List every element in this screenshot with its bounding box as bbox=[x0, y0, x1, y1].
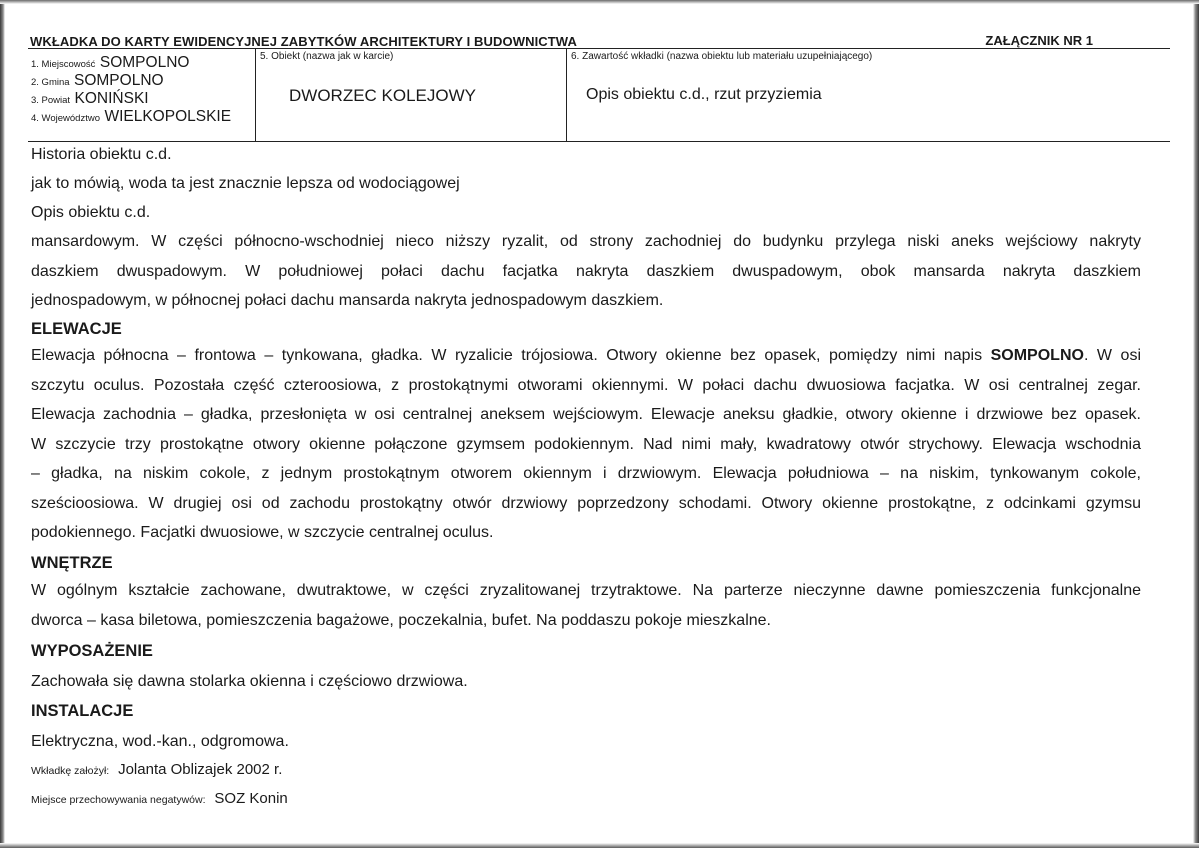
scan-border-top bbox=[0, 0, 1199, 4]
author-label: Wkładkę założył: bbox=[31, 765, 110, 777]
voivodeship-row bbox=[31, 109, 231, 125]
voivodeship-value: WIELKOPOLSKIE bbox=[104, 108, 232, 125]
description-line: jednospadowym, w północnej połaci dachu mansarda nakryta jednospadowym daszkiem. bbox=[31, 292, 664, 309]
author-value: Jolanta Oblizajek 2002 r. bbox=[118, 761, 283, 778]
county-label: 3. Powiat bbox=[31, 95, 71, 106]
contents-cell bbox=[566, 49, 1170, 141]
elevations-heading: ELEWACJE bbox=[31, 320, 122, 338]
interior-line: dworca – kasa biletowa, pomieszczenia bagażowe, poczekalnia, bufet. Na poddaszu pokoje mieszkalne. bbox=[31, 611, 771, 629]
elevations-line: Elewacja zachodnia – gładka, przesłonięta w osi centralnej aneksem wejściowym. Elewacje aneksu gładkie, otwory okienne i drzwiowe bez opasek. bbox=[31, 406, 1141, 423]
elevations-line bbox=[31, 341, 1141, 371]
scan-border-right bbox=[1193, 0, 1199, 848]
object-cell bbox=[255, 49, 566, 141]
description-paragraph bbox=[31, 227, 1141, 316]
interior-heading: WNĘTRZE bbox=[31, 554, 113, 572]
scan-border-bottom bbox=[0, 843, 1199, 848]
elevations-line: – gładka, na niskim cokole, z jednym prostokątnym otworem okiennym i drzwiowym. Elewacja południowa – na niskim, tynkowanym cokole, bbox=[31, 465, 1141, 482]
county-value: KONIŃSKI bbox=[74, 90, 149, 107]
interior-paragraph bbox=[31, 576, 1141, 635]
description-line: daszkiem dwuspadowym. W południowej połaci dachu facjatka nakryta daszkiem dwuspadowym, obok mansarda nakryta daszkiem bbox=[31, 262, 1141, 280]
location-cell bbox=[28, 49, 255, 141]
contents-value: Opis obiektu c.d., rzut przyziemia bbox=[586, 86, 822, 103]
elevations-line: podokiennego. Facjatki dwuosiowe, w szczycie centralnej oculus. bbox=[31, 524, 494, 541]
history-line: jak to mówią, woda ta jest znacznie lepsza od wodociągowej bbox=[31, 175, 460, 192]
description-line: mansardowym. W części północno-wschodniej nieco niższy ryzalit, od strony zachodniej do budynku przylega niski aneks wejściowy nakryty bbox=[31, 233, 1141, 250]
elevations-line: W szczycie trzy prostokątne otwory okienne połączone gzymsem podokiennym. Nad nimi mały, kwadratowy otwór strychowy. Elewacja wschodnia bbox=[31, 435, 1141, 453]
storage-row bbox=[31, 790, 288, 808]
storage-label: Miejsce przechowywania negatywów: bbox=[31, 794, 206, 806]
contents-label: 6. Zawartość wkładki (nazwa obiektu lub materiału uzupełniającego) bbox=[571, 51, 873, 62]
installations-heading: INSTALACJE bbox=[31, 702, 134, 720]
voivodeship-label: 4. Województwo bbox=[31, 113, 100, 124]
form-title: WKŁADKA DO KARTY EWIDENCYJNEJ ZABYTKÓW ARCHITEKTURY I BUDOWNICTWA bbox=[30, 34, 577, 49]
furnishing-heading: WYPOSAŻENIE bbox=[31, 642, 153, 660]
elevations-line-start: Elewacja północna – frontowa – tynkowana, gładka. W ryzalicie trójosiowa. Otwory okienne bez opasek, pomiędzy nimi napis bbox=[31, 347, 991, 364]
sompolno-inscription: SOMPOLNO bbox=[990, 347, 1084, 364]
object-value: DWORZEC KOLEJOWY bbox=[289, 86, 477, 105]
annex-number: ZAŁĄCZNIK NR 1 bbox=[985, 33, 1093, 48]
commune-row bbox=[31, 73, 164, 89]
history-heading: Historia obiektu c.d. bbox=[31, 146, 172, 163]
place-label: 1. Miejscowość bbox=[31, 59, 96, 70]
scan-border-left bbox=[0, 0, 5, 848]
form-header-table bbox=[28, 48, 1170, 142]
furnishing-line: Zachowała się dawna stolarka okienna i częściowo drzwiowa. bbox=[31, 673, 468, 690]
author-row bbox=[31, 761, 282, 779]
elevations-line: szczytu oculus. Pozostała część czteroosiowa, z prostokątnymi otworami okiennymi. W połaci dachu dwuosiowa facjatka. W osi centralnej zegar. bbox=[31, 376, 1141, 394]
place-row bbox=[31, 55, 189, 71]
interior-line: W ogólnym kształcie zachowane, dwutraktowe, w części zryzalitowanej trzytraktowe. Na parterze nieczynne dawne pomieszczenia funkcjonalne bbox=[31, 582, 1141, 599]
commune-label: 2. Gmina bbox=[31, 77, 70, 88]
place-value: SOMPOLNO bbox=[99, 54, 190, 71]
description-heading: Opis obiektu c.d. bbox=[31, 204, 151, 221]
commune-value: SOMPOLNO bbox=[74, 72, 164, 89]
elevations-line-end: . W osi bbox=[1083, 347, 1142, 364]
storage-value: SOZ Konin bbox=[214, 790, 288, 807]
object-label: 5. Obiekt (nazwa jak w karcie) bbox=[260, 51, 394, 62]
elevations-line: sześcioosiowa. W drugiej osi od zachodu prostokątny otwór drzwiowy poprzedzony schodami. Otwory okienne prostokątne, z odcinkami gzymsu bbox=[31, 494, 1141, 512]
elevations-paragraph bbox=[31, 341, 1141, 548]
county-row bbox=[31, 91, 149, 107]
installations-line: Elektryczna, wod.-kan., odgromowa. bbox=[31, 733, 289, 750]
